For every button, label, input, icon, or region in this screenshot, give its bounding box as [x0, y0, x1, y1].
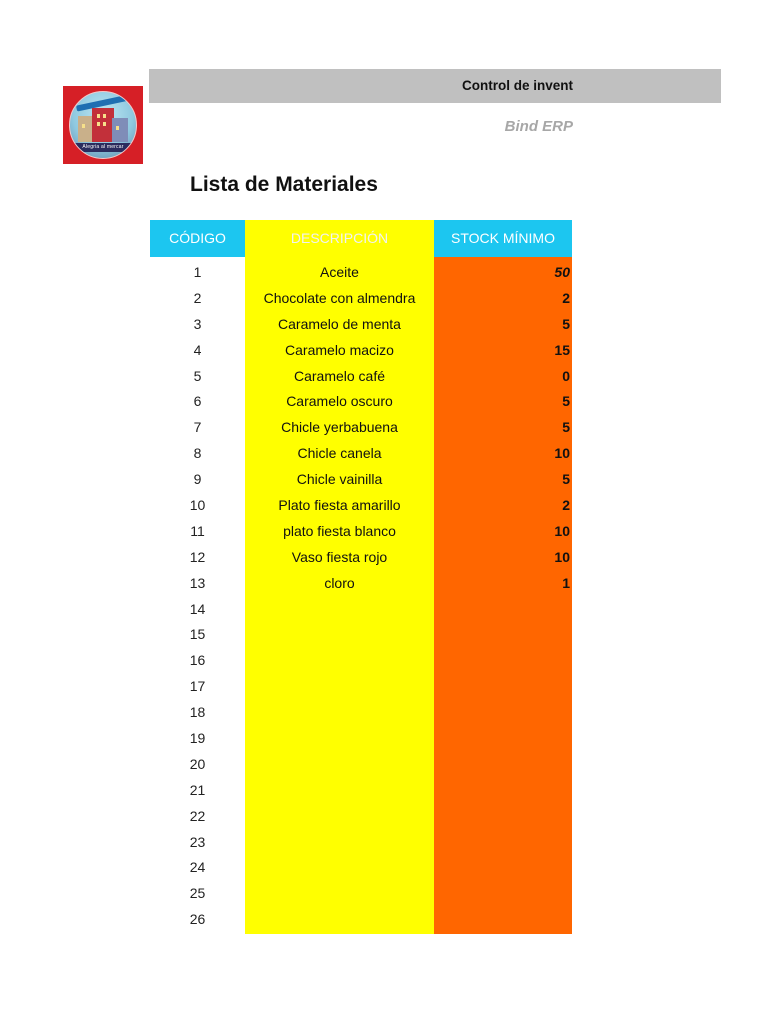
cell-codigo[interactable]: 22 [189, 807, 206, 824]
store-logo-image [69, 91, 137, 159]
cell-codigo[interactable]: 1 [193, 264, 202, 280]
cell-stock-minimo[interactable] [434, 804, 570, 830]
table-row [150, 571, 572, 597]
table-row [150, 519, 572, 545]
cell-descripcion[interactable]: plato fiesta blanco [283, 522, 396, 539]
cell-codigo[interactable]: 8 [193, 445, 202, 462]
cell-descripcion[interactable] [245, 907, 434, 933]
cell-stock-minimo[interactable] [434, 778, 570, 804]
cell-codigo[interactable]: 20 [189, 755, 206, 772]
cell-descripcion[interactable] [245, 830, 434, 856]
cell-codigo[interactable]: 14 [189, 600, 206, 617]
table-row [150, 804, 572, 830]
cell-descripcion[interactable] [245, 700, 434, 726]
cell-stock-minimo[interactable]: 10 [554, 548, 570, 565]
cell-descripcion[interactable]: Chocolate con almendra [263, 289, 416, 306]
cell-descripcion[interactable]: Chicle canela [297, 445, 382, 462]
cell-descripcion[interactable] [245, 804, 434, 830]
table-row [150, 441, 572, 467]
cell-stock-minimo[interactable] [434, 752, 570, 778]
table-row [150, 778, 572, 804]
cell-stock-minimo[interactable]: 5 [562, 393, 570, 410]
cell-descripcion[interactable]: Plato fiesta amarillo [278, 497, 401, 514]
cell-stock-minimo[interactable] [434, 907, 570, 933]
table-row [150, 622, 572, 648]
cell-codigo[interactable]: 24 [189, 859, 206, 876]
cell-descripcion[interactable] [245, 674, 434, 700]
cell-codigo[interactable]: 23 [189, 833, 206, 850]
cell-descripcion[interactable] [245, 597, 434, 623]
cell-descripcion[interactable] [245, 752, 434, 778]
cell-stock-minimo[interactable] [434, 648, 570, 674]
cell-stock-minimo[interactable] [434, 855, 570, 881]
cell-stock-minimo[interactable] [434, 674, 570, 700]
table-row [150, 312, 572, 338]
table-row [150, 881, 572, 907]
cell-stock-minimo[interactable]: 10 [554, 445, 570, 462]
cell-codigo[interactable]: 19 [189, 730, 206, 747]
cell-stock-minimo[interactable]: 0 [562, 367, 570, 384]
cell-descripcion[interactable]: Chicle yerbabuena [281, 419, 398, 436]
cell-stock-minimo[interactable]: 50 [554, 264, 570, 280]
cell-descripcion[interactable]: Chicle vainilla [296, 471, 383, 488]
cell-codigo[interactable]: 10 [189, 497, 206, 514]
cell-codigo[interactable]: 18 [189, 704, 206, 721]
cell-stock-minimo[interactable] [434, 622, 570, 648]
table-row [150, 752, 572, 778]
cell-descripcion[interactable] [245, 622, 434, 648]
cell-codigo[interactable]: 26 [189, 911, 206, 928]
cell-descripcion[interactable]: Caramelo oscuro [286, 393, 393, 410]
table-row [150, 830, 572, 856]
page-title: Control de invent [462, 78, 573, 93]
materials-table [150, 260, 572, 933]
cell-stock-minimo[interactable] [434, 830, 570, 856]
table-row [150, 415, 572, 441]
cell-stock-minimo[interactable] [434, 881, 570, 907]
table-row [150, 364, 572, 390]
cell-codigo[interactable]: 16 [189, 652, 206, 669]
cell-stock-minimo[interactable]: 10 [554, 522, 570, 539]
title-bar [149, 69, 721, 103]
cell-stock-minimo[interactable] [434, 597, 570, 623]
table-row [150, 260, 572, 286]
cell-descripcion[interactable]: Vaso fiesta rojo [291, 548, 388, 565]
cell-codigo[interactable]: 4 [193, 341, 202, 358]
cell-stock-minimo[interactable]: 1 [562, 574, 570, 591]
column-header-codigo[interactable]: CÓDIGO [150, 220, 245, 257]
table-row [150, 855, 572, 881]
cell-codigo[interactable]: 13 [189, 574, 206, 591]
cell-codigo[interactable]: 11 [190, 522, 205, 539]
cell-codigo[interactable]: 17 [189, 678, 206, 695]
cell-codigo[interactable]: 9 [193, 471, 202, 488]
cell-descripcion[interactable] [245, 881, 434, 907]
cell-stock-minimo[interactable]: 2 [562, 289, 570, 306]
cell-stock-minimo[interactable]: 2 [562, 497, 570, 514]
logo-banner-text: Alegria al mercar [70, 143, 136, 152]
column-header-descripcion[interactable]: DESCRIPCIÓN [245, 220, 434, 257]
cell-codigo[interactable]: 3 [193, 315, 202, 332]
table-row [150, 674, 572, 700]
table-row [150, 493, 572, 519]
table-row [150, 389, 572, 415]
cell-codigo[interactable]: 6 [193, 393, 202, 410]
cell-descripcion[interactable] [245, 648, 434, 674]
cell-descripcion[interactable]: cloro [324, 574, 355, 591]
table-row [150, 545, 572, 571]
table-row [150, 597, 572, 623]
cell-descripcion[interactable] [245, 778, 434, 804]
table-row [150, 648, 572, 674]
store-logo [63, 86, 143, 164]
cell-stock-minimo[interactable]: 5 [562, 419, 570, 436]
sheet-heading: Lista de Materiales [190, 173, 378, 196]
cell-codigo[interactable]: 5 [193, 367, 202, 384]
cell-codigo[interactable]: 25 [189, 885, 206, 902]
cell-codigo[interactable]: 15 [189, 626, 206, 643]
cell-descripcion[interactable]: Caramelo de menta [278, 315, 401, 332]
cell-stock-minimo[interactable] [434, 700, 570, 726]
cell-codigo[interactable]: 2 [193, 289, 202, 306]
brand-subtitle: Bind ERP [504, 118, 573, 135]
cell-descripcion[interactable]: Aceite [320, 264, 359, 280]
cell-codigo[interactable]: 7 [193, 419, 202, 436]
table-row [150, 467, 572, 493]
table-row [150, 907, 572, 933]
cell-descripcion[interactable] [245, 855, 434, 881]
table-row [150, 338, 572, 364]
cell-codigo[interactable]: 21 [189, 781, 206, 798]
cell-codigo[interactable]: 12 [189, 548, 206, 565]
table-row [150, 726, 572, 752]
cell-stock-minimo[interactable]: 5 [562, 315, 570, 332]
column-header-stock-minimo[interactable]: STOCK MÍNIMO [434, 220, 572, 257]
table-row [150, 286, 572, 312]
cell-descripcion[interactable]: Caramelo macizo [285, 341, 394, 358]
cell-stock-minimo[interactable]: 15 [554, 341, 570, 358]
cell-descripcion[interactable]: Caramelo café [293, 367, 386, 384]
cell-stock-minimo[interactable]: 5 [562, 471, 570, 488]
table-row [150, 700, 572, 726]
cell-stock-minimo[interactable] [434, 726, 570, 752]
cell-descripcion[interactable] [245, 726, 434, 752]
